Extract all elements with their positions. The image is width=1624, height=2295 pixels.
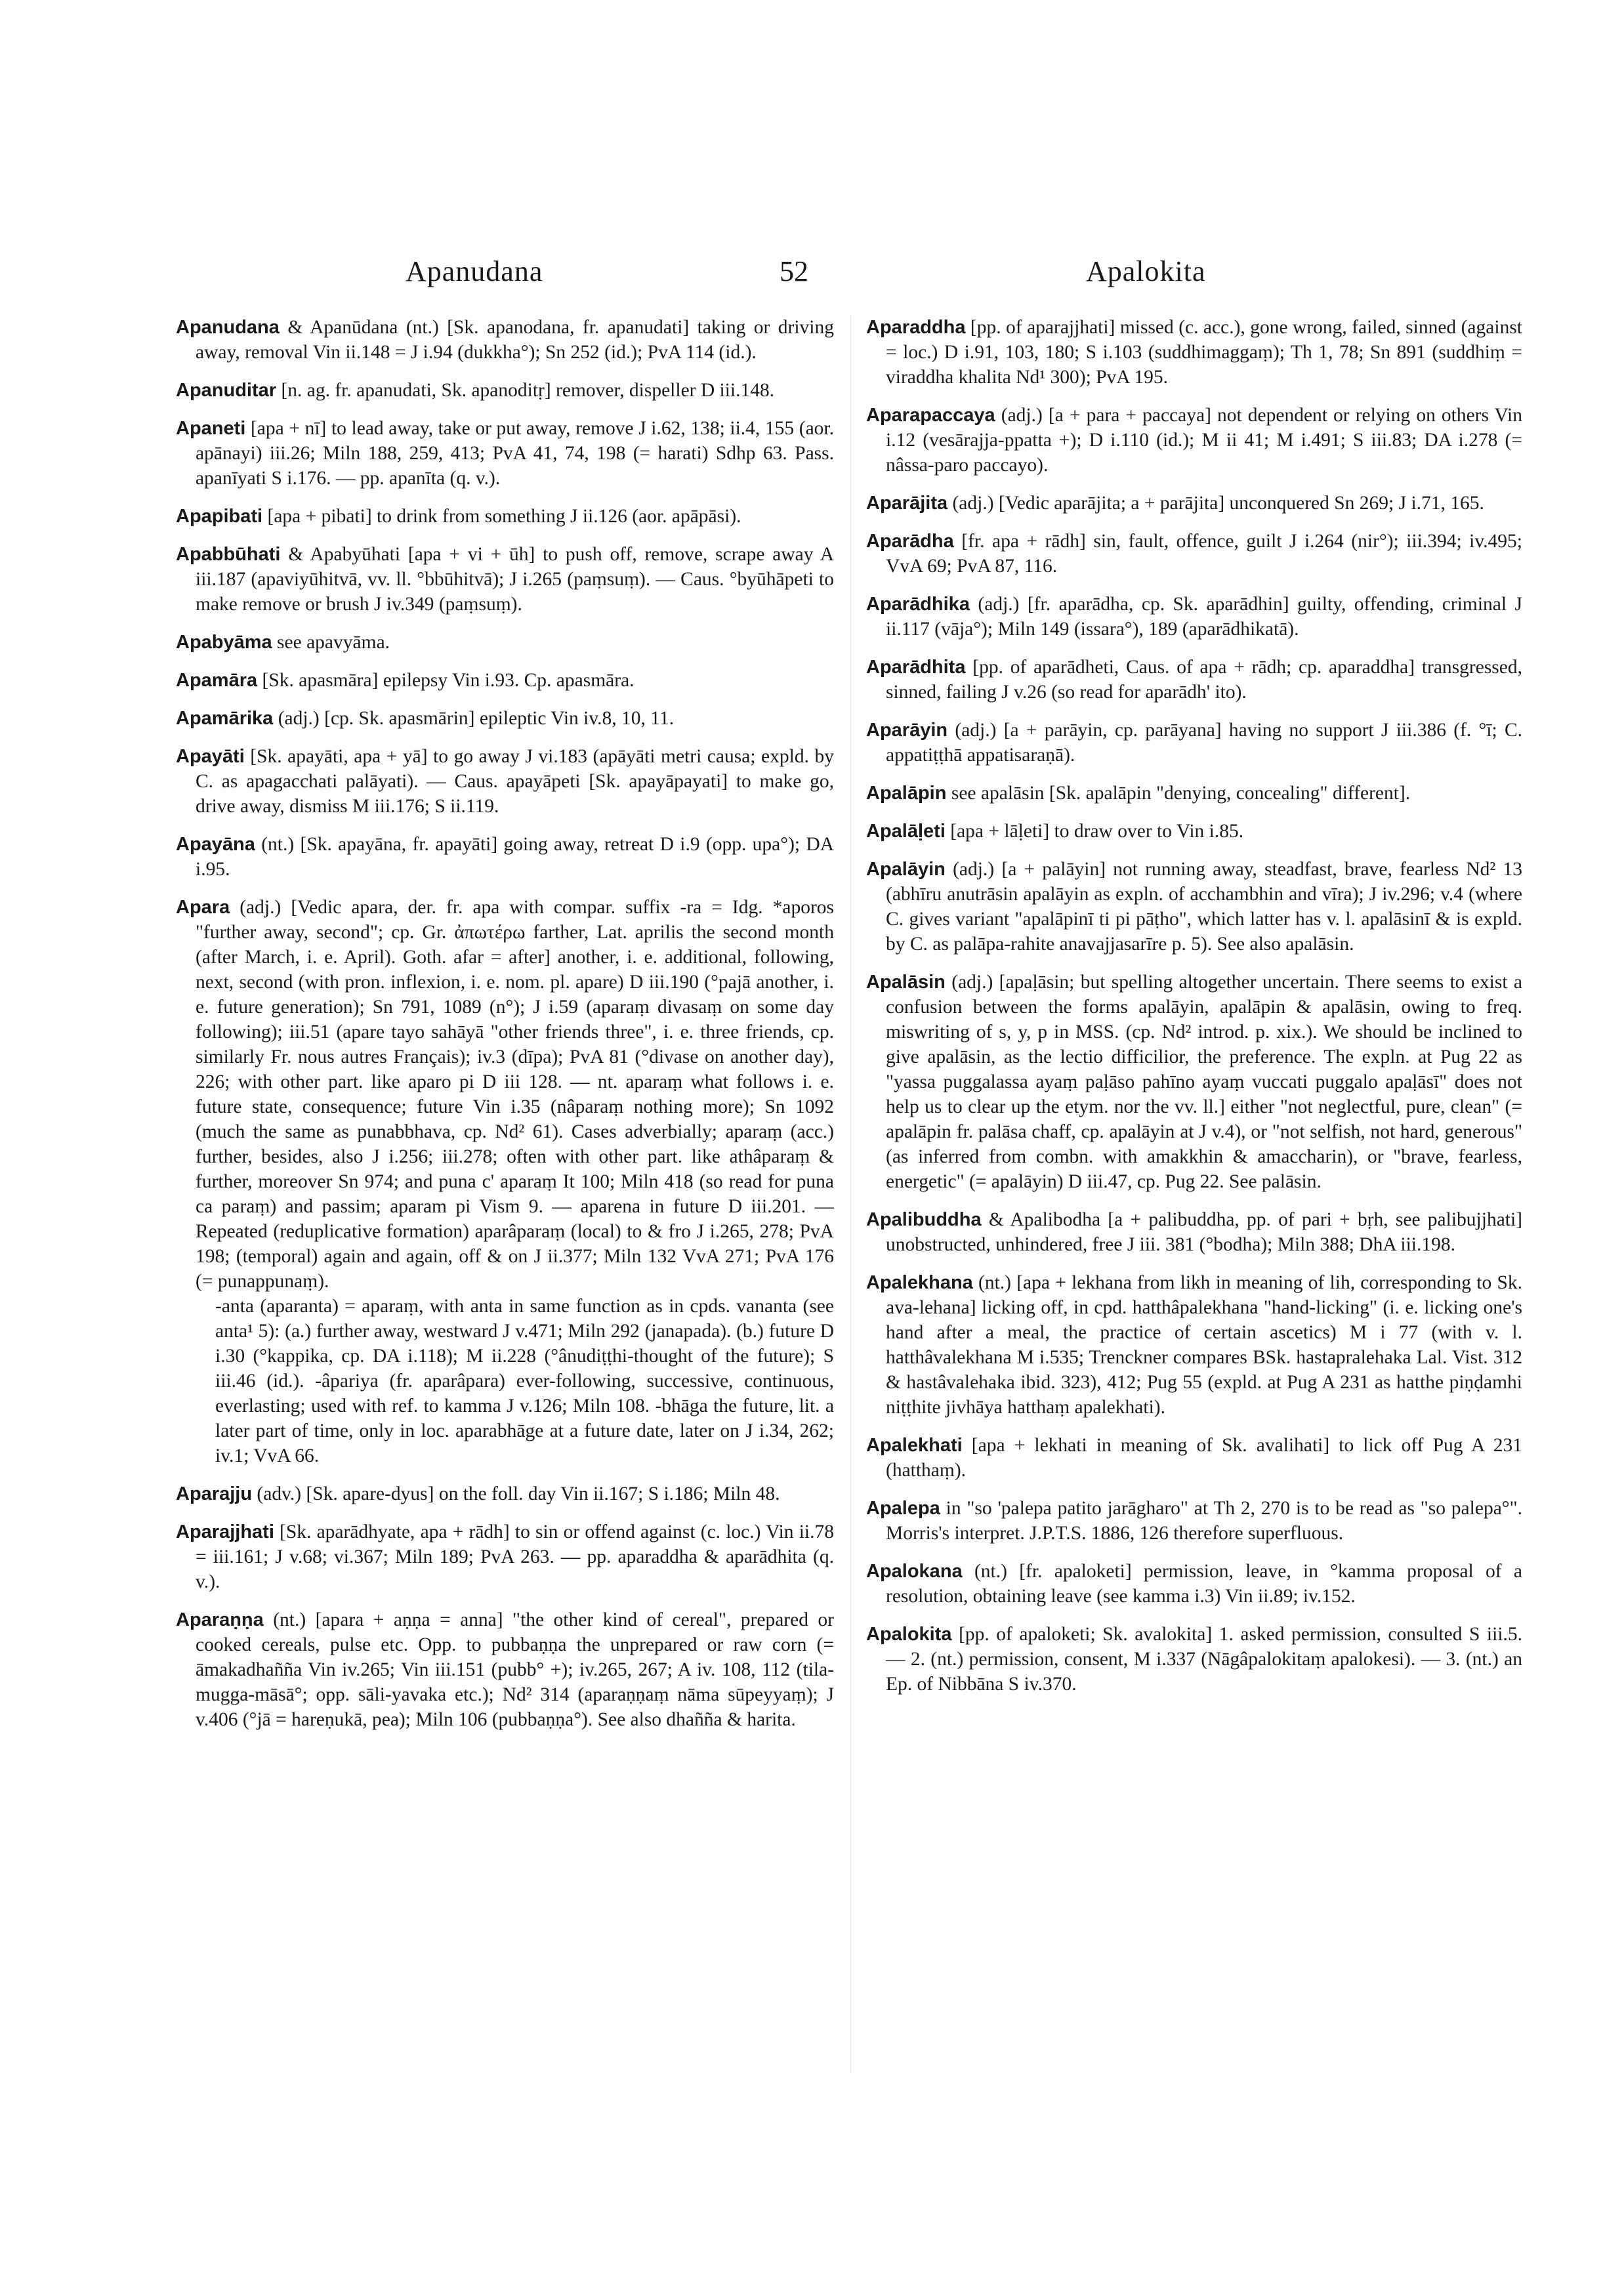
dictionary-entry [866, 1433, 1522, 1483]
entry-body: see apalāsin [Sk. apalāpin "denying, concealing" different]. [951, 783, 1411, 804]
entry-body: (adj.) [fr. aparādha, cp. Sk. aparādhin] guilty, offending, criminal J ii.117 (vāja°); Miln 149 (issara°), 189 (aparādhikatā). [886, 594, 1522, 640]
dictionary-entry [176, 706, 834, 731]
entry-body: see apavyāma. [277, 632, 390, 653]
dictionary-entry [866, 857, 1522, 957]
dictionary-entry [866, 819, 1522, 844]
entry-headword: Apara [176, 897, 230, 918]
dictionary-entry [866, 592, 1522, 642]
entry-body: (nt.) [apara + aṇṇa = anna] "the other kind of cereal", prepared or cooked cereals, pulse etc. Opp. to pubbaṇṇa the unprepared or raw corn (= āmakadhañña Vin iv.265; Vin iii.151 (pubb° +); iv.265, 267; A iv. 108, 112 (tila-mugga-māsā°; opp. sāli-yavaka etc.); Nd² 314 (aparaṇṇaṃ nāma sūpeyyaṃ); J v.406 (°jā = hareṇukā, pea); Miln 106 (pubbaṇṇa°). See also dhañña & harita. [196, 1609, 834, 1730]
dictionary-entry [866, 403, 1522, 478]
entry-body: (adj.) [Vedic aparājita; a + parājita] unconquered Sn 269; J i.71, 165. [952, 493, 1484, 514]
entry-headword: Apalepa [866, 1498, 940, 1519]
left-column [176, 315, 834, 2218]
entry-headword: Aparājita [866, 493, 948, 514]
entry-headword: Apayāna [176, 834, 255, 855]
entry-body: [apa + lekhati in meaning of Sk. avalihati] to lick off Pug A 231 (hatthaṃ). [886, 1435, 1522, 1481]
left-guide-word: Apanudana [406, 255, 543, 287]
dictionary-entry [176, 315, 834, 365]
entry-body: (nt.) [Sk. apayāna, fr. apayāti] going away, retreat D i.9 (opp. upa°); DA i.95. [196, 834, 834, 880]
entry-body: & Apalibodha [a + palibuddha, pp. of pari + bṛh, see palibujjhati] unobstructed, unhindered, free J iii. 381 (°bodha); Miln 388; DhA iii.198. [886, 1209, 1522, 1255]
entry-body: (adv.) [Sk. apare-dyus] on the foll. day Vin ii.167; S i.186; Miln 48. [257, 1483, 780, 1504]
dictionary-entry [866, 655, 1522, 705]
dictionary-entry [866, 1270, 1522, 1420]
entry-body: [apa + lāḷeti] to draw over to Vin i.85. [950, 821, 1244, 842]
right-guide-word: Apalokita [1086, 255, 1206, 287]
entry-headword: Apalāyin [866, 859, 946, 880]
entry-body: [pp. of apaloketi; Sk. avalokita] 1. asked permission, consulted S iii.5. — 2. (nt.) permission, consent, M i.337 (Nāgâpalokitaṃ apalokesi). — 3. (nt.) an Ep. of Nibbāna S iv.370. [886, 1624, 1522, 1695]
entry-body: [Sk. apasmāra] epilepsy Vin i.93. Cp. apasmāra. [262, 670, 635, 691]
entry-body: [apa + nī] to lead away, take or put away, remove J i.62, 138; ii.4, 155 (aor. apānayi) iii.26; Miln 188, 259, 413; PvA 41, 74, 198 (= harati) Sdhp 63. Pass. apanīyati S i.176. — pp. apanīta (q. v.). [196, 418, 834, 489]
dictionary-entry [866, 1622, 1522, 1697]
dictionary-entry [176, 378, 834, 403]
entry-headword: Apalekhana [866, 1272, 973, 1293]
entry-headword: Apalekhati [866, 1435, 963, 1456]
dictionary-entry [866, 781, 1522, 806]
entry-body: [n. ag. fr. apanudati, Sk. apanoditṛ] remover, dispeller D iii.148. [281, 380, 775, 401]
entry-headword: Aparādha [866, 531, 954, 552]
dictionary-entry [866, 529, 1522, 579]
entry-body: (adj.) [Vedic apara, der. fr. apa with compar. suffix -ra = Idg. *aporos "further away, second"; cp. Gr. ἀπωτέρω farther, Lat. aprilis the second month (after March, i. e. April). Goth. afar = after] another, i. e. additional, following, next, second (with pron. inflexion, i. e. nom. pl. apare) D iii.190 (°pajā another, i. e. future generation); Sn 791, 1089 (n°); J i.59 (aparaṃ divasaṃ on some day following); iii.51 (apare tayo sahāyā "other friends three", i. e. three friends, cp. similarly Fr. nous autres Français); iv.3 (dīpa); PvA 81 (°divase on another day), 226; with other part. like aparo pi D iii 128. — nt. aparaṃ what follows i. e. future state, consequence; future Vin i.35 (nâparaṃ nothing more); Sn 1092 (much the same as punabbhava, cp. Nd² 61). Cases adverbially; aparaṃ (acc.) further, besides, also J i.256; iii.278; often with other part. like athâparaṃ & further, moreover Sn 974; and puna c' aparaṃ It 100; Miln 418 (so read for puna ca paraṃ) and passim; aparam pi Vism 9. — aparena in future D iii.201. — Repeated (reduplicative formation) aparâparaṃ (local) to & fro J i.265, 278; PvA 198; (temporal) again and again, off & on J ii.377; Miln 132 VvA 271; PvA 176 (= punappunaṃ). [196, 897, 834, 1292]
dictionary-entry [176, 1481, 834, 1506]
entry-headword: Apapibati [176, 506, 263, 527]
entry-body: [fr. apa + rādh] sin, fault, offence, guilt J i.264 (nir°); iii.394; iv.495; VvA 69; PvA 87, 116. [886, 531, 1522, 577]
entry-headword: Aparaṇṇa [176, 1609, 264, 1630]
entry-compounds: -anta (aparanta) = aparaṃ, with anta in same function as in cpds. vananta (see anta¹ 5): (a.) further away, westward J v.471; Miln 292 (janapada). (b.) future D i.30 (°kappika, cp. DA i.118); M ii.228 (°ânudiṭṭhi-thought of the future); S iii.46 (id.). -âpariya (fr. aparâpara) ever-following, successive, continuous, everlasting; used with ref. to kamma J v.126; Miln 108. -bhāga the future, lit. a later part of time, only in loc. aparabhāge at a future date, later on J i.34, 262; iv.1; VvA 66. [215, 1296, 834, 1466]
entry-headword: Apalāsin [866, 972, 946, 993]
entry-headword: Aparapaccaya [866, 405, 995, 426]
entry-body: (adj.) [a + palāyin] not running away, steadfast, brave, fearless Nd² 13 (abhīru anutrāsin apalāyin as expln. of acchambhin and vīra); J iv.296; v.4 (where C. gives variant "apalāpinī ti pi pāṭho", which latter has v. l. apalāsinī & is expld. by C. as palāpa-rahite anavajjasarīre p. 5). See also apalāsin. [886, 859, 1522, 955]
entry-body: (adj.) [apaḷāsin; but spelling altogether uncertain. There seems to exist a confusion between the forms apalāyin, apalāpin & apalāsin, owing to freq. miswriting of s, y, p in MSS. (cp. Nd² introd. p. xix.). We should be inclined to give apalāsin, as the lectio difficilior, the preference. The expln. at Pug 22 as "yassa puggalassa ayaṃ paḷāso pahīno ayaṃ vuccati puggalo apaḷāsī" does not help us to clear up the etym. nor the vv. ll.] either "not neglectful, pure, clean" (= apalāpin fr. palāsa chaff, cp. apalāyin at J v.4), or "not selfish, not hard, generous" (as inferred from combn. with amakkhin & amaccharin), or "brave, fearless, energetic" (= apalāyin) D iii.47, cp. Pug 22. See palāsin. [886, 972, 1522, 1192]
dictionary-entry [176, 416, 834, 491]
entry-headword: Apamāra [176, 670, 258, 691]
entry-body: (adj.) [cp. Sk. apasmārin] epileptic Vin iv.8, 10, 11. [278, 708, 675, 729]
entry-body: (nt.) [fr. apaloketi] permission, leave, in °kamma proposal of a resolution, obtaining leave (see kamma i.3) Vin ii.89; iv.152. [886, 1561, 1522, 1607]
entry-body: (adj.) [a + para + paccaya] not dependent or relying on others Vin i.12 (vesārajja-ppatta +); D i.110 (id.); M ii 41; M i.491; S iii.83; DA i.278 (= nâssa-paro paccayo). [886, 405, 1522, 476]
entry-body: [apa + pibati] to drink from something J ii.126 (aor. apāpāsi). [267, 506, 741, 527]
entry-headword: Aparajju [176, 1483, 253, 1504]
entry-headword: Aparajjhati [176, 1521, 274, 1542]
dictionary-entry [176, 1520, 834, 1594]
entry-headword: Apalokana [866, 1561, 963, 1582]
dictionary-entry [176, 504, 834, 529]
dictionary-entry [176, 668, 834, 693]
entry-body: & Apanūdana (nt.) [Sk. apanodana, fr. apanudati] taking or driving away, removal Vin ii.148 = J i.94 (dukkha°); Sn 252 (id.); PvA 114 (id.). [196, 317, 834, 363]
entry-body: [pp. of aparādheti, Caus. of apa + rādh; cp. aparaddha] transgressed, sinned, failing J v.26 (so read for aparādh' ito). [886, 657, 1522, 703]
entry-body: [Sk. aparādhyate, apa + rādh] to sin or offend against (c. loc.) Vin ii.78 = iii.161; J v.68; vi.367; Miln 189; PvA 263. — pp. aparaddha & aparādhita (q. v.). [196, 1521, 834, 1592]
entry-headword: Apalokita [866, 1624, 952, 1645]
entry-headword: Aparāyin [866, 720, 948, 741]
entry-body: [Sk. apayāti, apa + yā] to go away J vi.183 (apāyāti metri causa; expld. by C. as apagacchati palāyati). — Caus. apayāpeti [Sk. apayāpayati] to make go, drive away, dismiss M iii.176; S ii.119. [196, 746, 834, 817]
column-divider [850, 315, 851, 2073]
entry-headword: Apamārika [176, 708, 274, 729]
dictionary-entry [866, 491, 1522, 516]
entry-headword: Apayāti [176, 746, 245, 767]
entry-headword: Apabyāma [176, 632, 272, 653]
entry-headword: Apabbūhati [176, 544, 281, 565]
entry-headword: Aparādhika [866, 594, 970, 615]
entry-body: & Apabyūhati [apa + vi + ūh] to push off, remove, scrape away A iii.187 (apaviyūhitvā, vv. ll. °bbūhitvā); J i.265 (paṃsuṃ). — Caus. °byūhāpeti to make remove or brush J iv.349 (paṃsuṃ). [196, 544, 834, 615]
entry-headword: Aparādhita [866, 657, 966, 678]
dictionary-entry [866, 1559, 1522, 1609]
dictionary-entry [176, 1607, 834, 1732]
dictionary-entry [866, 718, 1522, 768]
dictionary-entry [176, 895, 834, 1468]
entry-headword: Aparaddha [866, 317, 966, 338]
entry-headword: Apalāḷeti [866, 821, 946, 842]
dictionary-entry [866, 1207, 1522, 1257]
entry-headword: Apalibuddha [866, 1209, 982, 1230]
page-number: 52 [780, 255, 808, 287]
entry-headword: Apalāpin [866, 783, 947, 804]
entry-body: (adj.) [a + parāyin, cp. parāyana] having no support J iii.386 (f. °ī; C. appatiṭṭhā appatisaraṇā). [886, 720, 1522, 766]
dictionary-entry [866, 1496, 1522, 1546]
dictionary-entry [866, 315, 1522, 390]
dictionary-entry [176, 832, 834, 882]
dictionary-entry [866, 970, 1522, 1194]
entry-body: (nt.) [apa + lekhana from likh in meaning of lih, corresponding to Sk. ava-lehana] licking off, in cpd. hatthâpalekhana "hand-licking" (i. e. licking one's hand after a meal, the practice of certain ascetics) M i 77 (with v. l. hatthâvalekhana M i.535; Trenckner compares BSk. hastapralehaka Lal. Vist. 312 & hastâvalehaka ibid. 323), 412; Pug 55 (expld. at Pug A 231 as hatthe piṇḍamhi niṭṭhite jivhāya hatthaṃ apalekhati). [886, 1272, 1522, 1418]
entry-headword: Apanuditar [176, 380, 277, 401]
entry-headword: Apaneti [176, 418, 246, 439]
dictionary-entry [176, 744, 834, 819]
dictionary-entry [176, 630, 834, 655]
running-header [0, 255, 1624, 294]
entry-body: in "so 'palepa patito jarāgharo" at Th 2, 270 is to be read as "so palepa°". Morris's interpret. J.P.T.S. 1886, 126 therefore superfluous. [886, 1498, 1522, 1544]
dictionary-entry [176, 542, 834, 617]
right-column [866, 315, 1522, 2218]
entry-headword: Apanudana [176, 317, 280, 338]
entry-body: [pp. of aparajjhati] missed (c. acc.), gone wrong, failed, sinned (against = loc.) D i.91, 103, 180; S i.103 (suddhimaggaṃ); Th 1, 78; Sn 891 (suddhiṃ = viraddha khalita Nd¹ 300); PvA 195. [886, 317, 1522, 388]
